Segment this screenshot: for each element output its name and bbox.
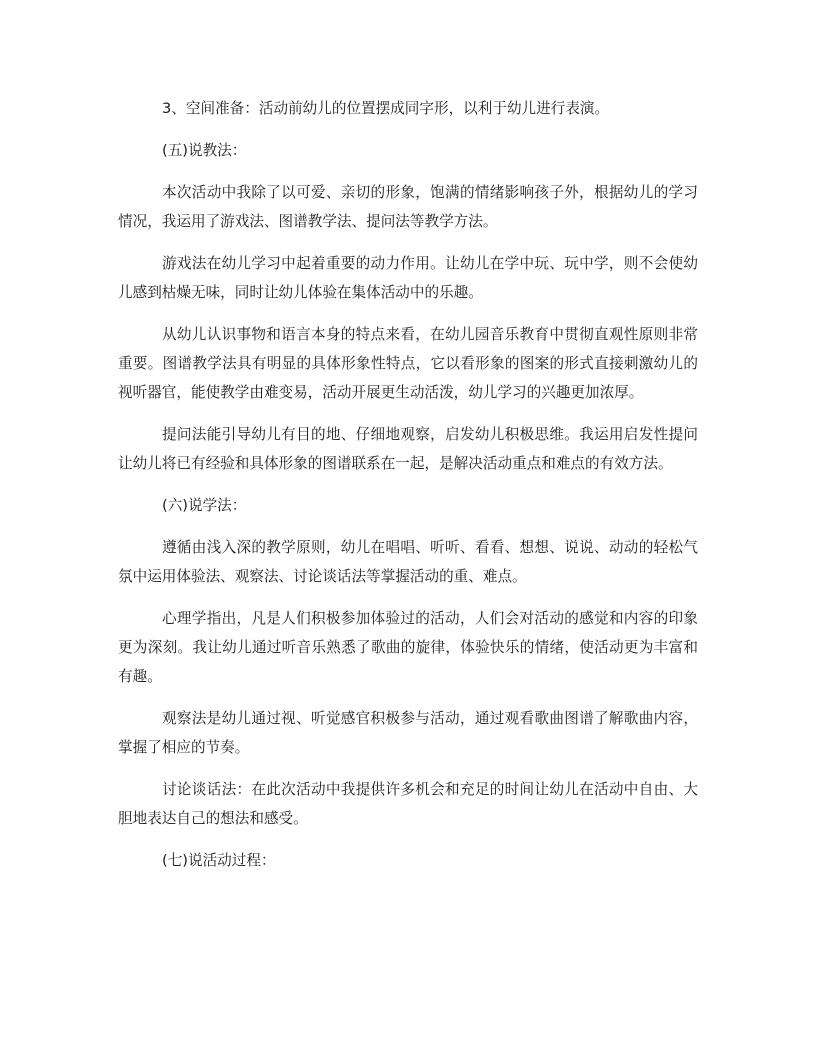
section-heading-learning-methods: (六)说学法：: [162, 497, 247, 514]
paragraph-questioning-method: 提问法能引导幼儿有目的地、仔细地观察，启发幼儿积极思维。我运用启发性提问让幼儿将已有经验和具体形象的图谱联系在一起，是解决活动重点和难点的有效方法。: [118, 426, 698, 472]
section-heading-activity-process: (七)说活动过程：: [162, 852, 276, 869]
paragraph-observation-method: 观察法是幼儿通过视、听觉感官积极参与活动，通过观看歌曲图谱了解歌曲内容，掌握了相应的节奏。: [118, 710, 698, 756]
paragraph-psychology-experience: 心理学指出，凡是人们积极参加体验过的活动，人们会对活动的感觉和内容的印象更为深刻。我让幼儿通过听音乐熟悉了歌曲的旋律，体验快乐的情绪，使活动更为丰富和有趣。: [118, 610, 698, 685]
paragraph-learning-principle: 遵循由浅入深的教学原则，幼儿在唱唱、听听、看看、想想、说说、动动的轻松气氛中运用体验法、观察法、讨论谈话法等掌握活动的重、难点。: [118, 539, 698, 585]
paragraph-space-preparation: 3、空间准备：活动前幼儿的位置摆成同字形，以利于幼儿进行表演。: [162, 100, 610, 117]
section-heading-teaching-methods: (五)说教法：: [162, 142, 247, 159]
paragraph-graphic-score-method: 从幼儿认识事物和语言本身的特点来看，在幼儿园音乐教育中贯彻直观性原则非常重要。图谱教学法具有明显的具体形象性特点，它以看形象的图案的形式直接刺激幼儿的视听器官，能使教学由难变易，活动开展更生动活泼，幼儿学习的兴趣更加浓厚。: [118, 326, 698, 401]
document-body: [118, 94, 698, 888]
paragraph-discussion-method: 讨论谈话法：在此次活动中我提供许多机会和充足的时间让幼儿在活动中自由、大胆地表达自己的想法和感受。: [118, 781, 698, 827]
paragraph-teaching-methods-intro: 本次活动中我除了以可爱、亲切的形象，饱满的情绪影响孩子外，根据幼儿的学习情况，我运用了游戏法、图谱教学法、提问法等教学方法。: [118, 184, 698, 230]
paragraph-game-method: 游戏法在幼儿学习中起着重要的动力作用。让幼儿在学中玩、玩中学，则不会使幼儿感到枯燥无味，同时让幼儿体验在集体活动中的乐趣。: [118, 255, 698, 301]
